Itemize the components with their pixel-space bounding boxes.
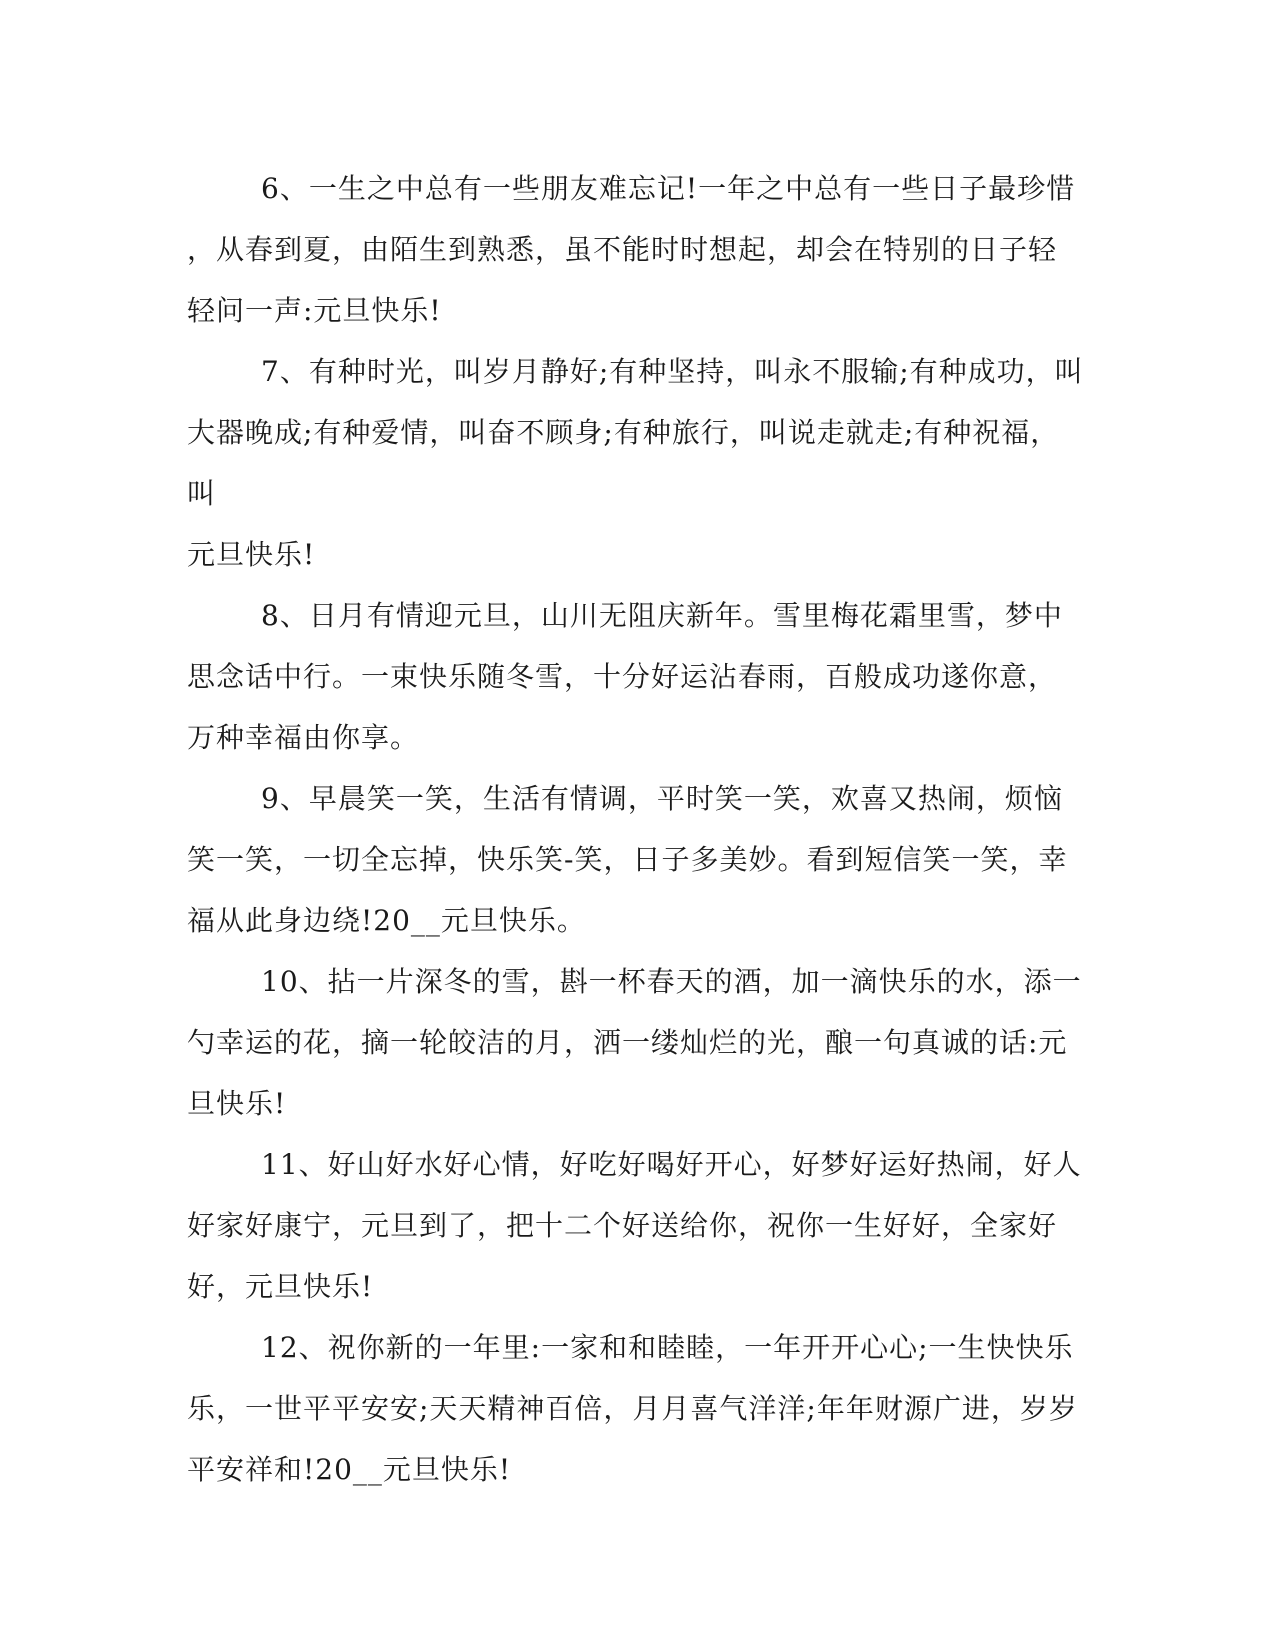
paragraph-line: 平安祥和!20__元旦快乐!: [187, 1453, 512, 1486]
paragraph-9: [187, 768, 1087, 951]
paragraph-line: 万种幸福由你享。: [187, 721, 420, 754]
paragraph-line: 9、早晨笑一笑，生活有情调，平时笑一笑，欢喜又热闹，烦恼: [261, 782, 1063, 815]
paragraph-line: 笑一笑，一切全忘掉，快乐笑-笑，日子多美妙。看到短信笑一笑，幸: [187, 843, 1068, 876]
paragraph-line: 10、拈一片深冬的雪，斟一杯春天的酒，加一滴快乐的水，添一: [261, 965, 1082, 998]
paragraph-line: 好家好康宁，元旦到了，把十二个好送给你，祝你一生好好，全家好: [187, 1209, 1058, 1242]
paragraph-line: 轻问一声:元旦快乐!: [187, 294, 442, 327]
paragraph-line: 福从此身边绕!20__元旦快乐。: [187, 904, 586, 937]
document-body: [187, 158, 1087, 1500]
paragraph-line: 勺幸运的花，摘一轮皎洁的月，洒一缕灿烂的光，酿一句真诚的话:元: [187, 1026, 1068, 1059]
paragraph-8: [187, 585, 1087, 768]
paragraph-11: [187, 1134, 1087, 1317]
paragraph-7: [187, 341, 1087, 585]
paragraph-line: 好，元旦快乐!: [187, 1270, 374, 1303]
paragraph-line: ，从春到夏，由陌生到熟悉，虽不能时时想起，却会在特别的日子轻: [187, 233, 1058, 266]
paragraph-line: 11、好山好水好心情，好吃好喝好开心，好梦好运好热闹，好人: [261, 1148, 1082, 1181]
paragraph-line: 7、有种时光，叫岁月静好;有种坚持，叫永不服输;有种成功，叫: [261, 355, 1084, 388]
paragraph-line: 8、日月有情迎元旦，山川无阻庆新年。雪里梅花霜里雪，梦中: [261, 599, 1063, 632]
paragraph-line: 思念话中行。一束快乐随冬雪，十分好运沾春雨，百般成功遂你意，: [187, 660, 1058, 693]
paragraph-line: 12、祝你新的一年里:一家和和睦睦，一年开开心心;一生快快乐: [261, 1331, 1074, 1364]
paragraph-line: 元旦快乐!: [187, 538, 316, 571]
paragraph-6: [187, 158, 1087, 341]
paragraph-10: [187, 951, 1087, 1134]
paragraph-line: 旦快乐!: [187, 1087, 287, 1120]
paragraph-line: 大器晚成;有种爱情，叫奋不顾身;有种旅行，叫说走就走;有种祝福，叫: [187, 416, 1060, 510]
paragraph-line: 6、一生之中总有一些朋友难忘记!一年之中总有一些日子最珍惜: [261, 172, 1076, 205]
paragraph-12: [187, 1317, 1087, 1500]
paragraph-line: 乐，一世平平安安;天天精神百倍，月月喜气洋洋;年年财源广进，岁岁: [187, 1392, 1078, 1425]
